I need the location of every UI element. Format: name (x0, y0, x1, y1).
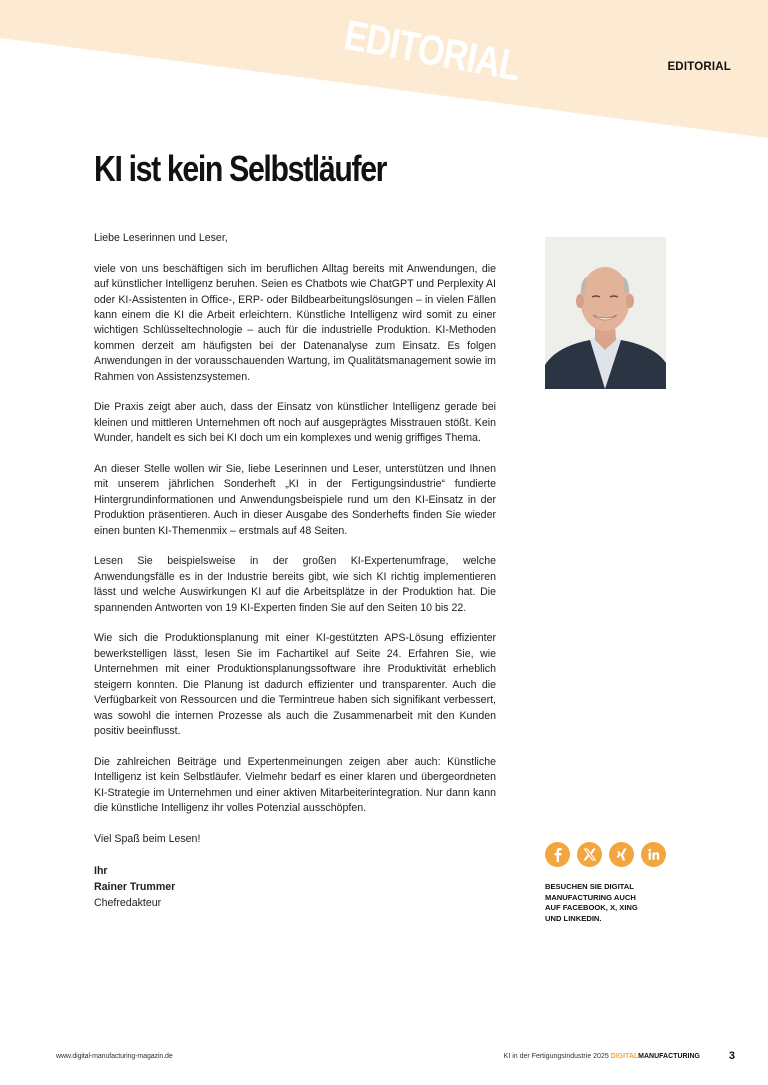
paragraph: An dieser Stelle wollen wir Sie, liebe Leserinnen und Leser, unterstützen und Ihnen mit unserem jährlichen Sonderheft „KI in der Fertigungsindustrie“ fundierte Hintergrundinformationen und Anwendungsbeispiele rund um den KI-Einsatz in der Produktion präsentieren. Auch in dieser Ausgabe des Sonderhefts finden Sie wieder einen bunten KI-Themenmix – erstmals auf 48 Seiten. (94, 463, 496, 537)
author-portrait (545, 237, 666, 389)
author-name: Rainer Trummer (94, 880, 176, 893)
page-number: 3 (728, 1050, 735, 1062)
editorial-watermark: EDITORIAL (340, 11, 524, 91)
issue-title: KI in der Fertigungsindustrie 2025 (503, 1053, 609, 1060)
paragraph: Die Praxis zeigt aber auch, dass der Einsatz von künstlicher Intelligenz gerade bei kleinen und mittleren Unternehmen oft noch auf ausgeprägtes Misstrauen stößt. Kein Wunder, handelt es sich bei KI doch um ein komplexes und wenig griffiges Thema. (94, 401, 496, 445)
greeting: Liebe Leserinnen und Leser, (94, 232, 228, 244)
article-body (94, 231, 496, 911)
brand-logo-digital: DIGITAL (610, 1053, 639, 1060)
facebook-icon[interactable] (545, 842, 570, 867)
social-callout-line: MANUFACTURING AUCH (545, 892, 636, 902)
article-title: KI ist kein Selbstläufer (94, 148, 387, 189)
social-callout (545, 882, 685, 924)
social-links (545, 842, 675, 868)
paragraph: viele von uns beschäftigen sich im beruflichen Alltag bereits mit Anwendungen, die auf künstlicher Intelligenz beruhen. Seien es Chatbots wie ChatGPT und Perplexity AI oder KI-Assistenten in Office-, ERP- oder Bildbearbeitungslösungen – in vielen Fällen kann einem die KI die Arbeit erleichtern. Künstliche Intelligenz wird somit zu einer wichtigen Schlüsseltechnologie – auch für die industrielle Produktion. KI-Methoden kommen derzeit am häufigsten bei der Datenanalyse zum Einsatz. Es folgen Anwendungen in der vorausschauenden Wartung, im Qualitätsmanagement sowie im Rahmen von Assistenzsystemen. (94, 262, 496, 383)
paragraph: Wie sich die Produktionsplanung mit einer KI-gestützten APS-Lösung effizienter bewerkstelligen lässt, lesen Sie im Fachartikel auf Seite 24. Erfahren Sie, wie Unternehmen mit einer Produktionsplanungssoftware ihre Produktivität erheblich steigern konnten. Die Planung ist dadurch effizienter und transparenter. Auch die Verfügbarkeit von Ressourcen und die Termintreue haben sich signifikant verbessert, was sowohl die internen Prozesse als auch die Zusammenarbeit mit den Kunden positiv beeinflusst. (94, 632, 496, 737)
author-role: Chefredakteur (94, 896, 162, 909)
paragraph: Die zahlreichen Beiträge und Expertenmeinungen zeigen aber auch: Künstliche Intelligenz ist kein Selbstläufer. Vielmehr bedarf es einer klaren und übergeordneten KI-Strategie im Unternehmen und einer aktiven Mitarbeiterintegration. Nur dann kann die künstliche Intelligenz ihr volles Potenzial ausschöpfen. (94, 755, 496, 814)
x-icon[interactable] (577, 842, 602, 867)
header-band (0, 0, 768, 140)
social-callout-line: BESUCHEN SIE DIGITAL (545, 882, 634, 891)
linkedin-icon[interactable] (641, 842, 666, 867)
signature-salutation: Ihr (94, 864, 108, 877)
social-callout-line: UND LINKEDIN. (545, 913, 602, 923)
social-callout-line: AUF FACEBOOK, X, XING (545, 903, 638, 913)
paragraph: Lesen Sie beispielsweise in der großen KI-Expertenumfrage, welche Anwendungsfälle es in der Industrie bereits gibt, wie sich KI richtig implementieren lässt und welche Auswirkungen KI auf die Arbeitsplätze in der Produktion hat. Die spannenden Antworten von 19 KI-Experten finden Sie auf den Seiten 10 bis 22. (94, 555, 496, 614)
signature (94, 863, 496, 911)
footer-issue (504, 1053, 700, 1060)
brand-logo-manufacturing: MANUFACTURING (638, 1053, 700, 1060)
footer-url[interactable]: www.digital-manufacturing-magazin.de (56, 1053, 173, 1060)
section-label: EDITORIAL (667, 61, 731, 73)
xing-icon[interactable] (609, 842, 634, 867)
closing-line: Viel Spaß beim Lesen! (94, 832, 201, 845)
